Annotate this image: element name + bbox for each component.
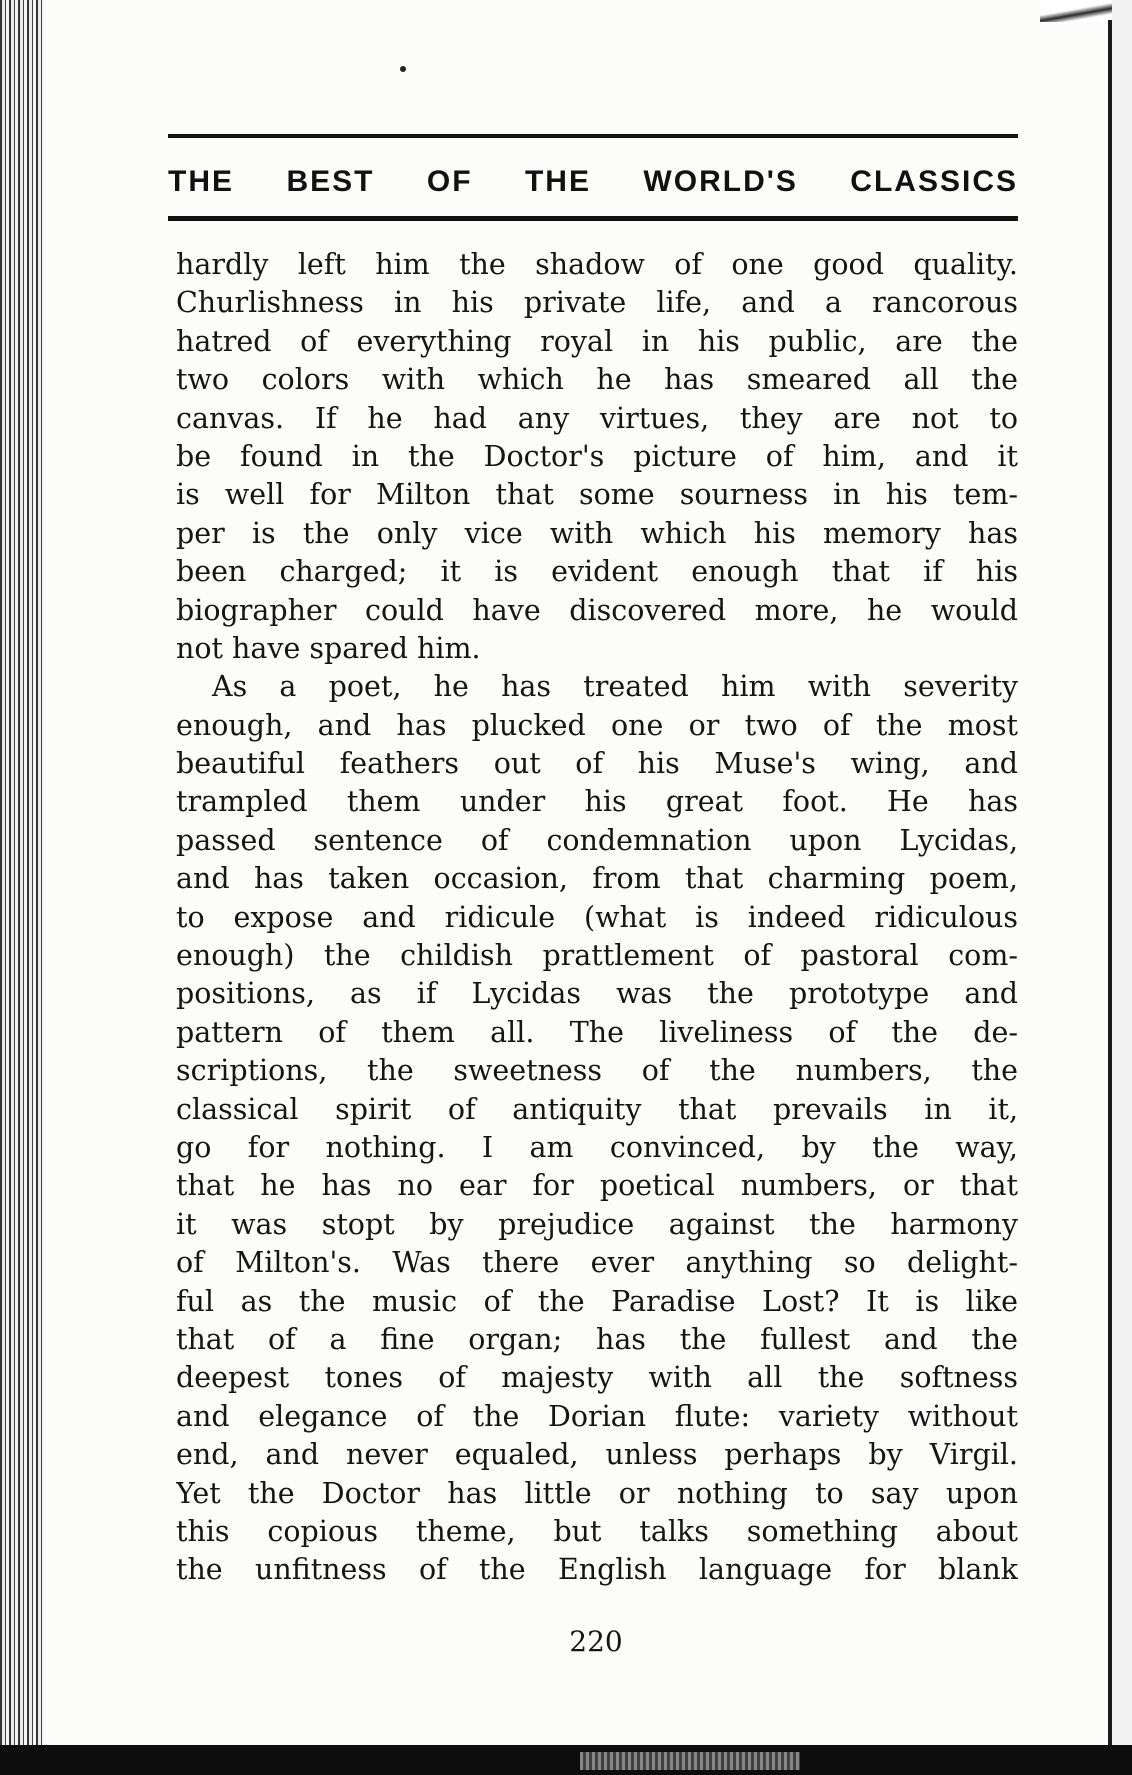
text-line: end, and never equaled, unless perhaps by Virgil. <box>176 1438 1018 1472</box>
text-line: be found in the Doctor's picture of him, and it <box>176 439 1018 473</box>
page-right-edge <box>1108 20 1112 1750</box>
header-rule-top <box>168 134 1018 138</box>
text-line: trampled them under his great foot. He has <box>176 785 1018 819</box>
text-line: this copious theme, but talks something about <box>176 1514 1018 1548</box>
text-line: it was stopt by prejudice against the harmony <box>176 1207 1018 1241</box>
text-line: of Milton's. Was there ever anything so delight- <box>176 1246 1018 1280</box>
text-line: the unfitness of the English language for blank <box>176 1553 1018 1587</box>
text-line: scriptions, the sweetness of the numbers, the <box>176 1054 1018 1088</box>
text-line: enough) the childish prattlement of pastoral com- <box>176 939 1018 973</box>
text-line: positions, as if Lycidas was the prototype and <box>176 977 1018 1011</box>
text-line: pattern of them all. The liveliness of the de- <box>176 1015 1018 1049</box>
ink-speck <box>400 66 406 72</box>
text-line: hatred of everything royal in his public, are the <box>176 324 1018 358</box>
body-text <box>176 246 1018 1590</box>
text-line: been charged; it is evident enough that if his <box>176 555 1018 589</box>
scan-bottom-edge <box>0 1745 1132 1775</box>
text-line: biographer could have discovered more, he would <box>176 593 1018 627</box>
scan-bottom-noise <box>580 1752 800 1770</box>
text-line: ful as the music of the Paradise Lost? It is like <box>176 1284 1018 1318</box>
text-line: deepest tones of majesty with all the softness <box>176 1361 1018 1395</box>
page-right-margin <box>1112 0 1132 1775</box>
running-head: THE BEST OF THE WORLD'S CLASSICS <box>168 165 1018 198</box>
text-line: and elegance of the Dorian flute: variety without <box>176 1399 1018 1433</box>
page-binding-edge <box>0 0 44 1775</box>
text-line: classical spirit of antiquity that prevails in it, <box>176 1092 1018 1126</box>
paragraph-end-line: not have spared him. <box>176 631 481 665</box>
text-line: go for nothing. I am convinced, by the way, <box>176 1130 1018 1164</box>
text-line: canvas. If he had any virtues, they are not to <box>176 401 1018 435</box>
text-line: two colors with which he has smeared all the <box>176 363 1018 397</box>
text-line: that he has no ear for poetical numbers, or that <box>176 1169 1018 1203</box>
text-line: enough, and has plucked one or two of the most <box>176 708 1018 742</box>
text-line: passed sentence of condemnation upon Lycidas, <box>176 823 1018 857</box>
text-line: Yet the Doctor has little or nothing to say upon <box>176 1476 1018 1510</box>
text-line: and has taken occasion, from that charming poem, <box>176 862 1018 896</box>
paragraph-start-line: As a poet, he has treated him with severity <box>212 670 1018 704</box>
text-line: beautiful feathers out of his Muse's wing, and <box>176 747 1018 781</box>
text-line: to expose and ridicule (what is indeed ridiculous <box>176 900 1018 934</box>
header-rule-bottom <box>168 216 1018 221</box>
text-line: per is the only vice with which his memory has <box>176 516 1018 550</box>
text-line: hardly left him the shadow of one good quality. <box>176 248 1018 281</box>
text-line: that of a fine organ; has the fullest and the <box>176 1322 1018 1356</box>
text-line: Churlishness in his private life, and a rancorous <box>176 286 1018 320</box>
page-number: 220 <box>569 1625 623 1658</box>
text-line: is well for Milton that some sourness in his tem- <box>176 478 1018 512</box>
